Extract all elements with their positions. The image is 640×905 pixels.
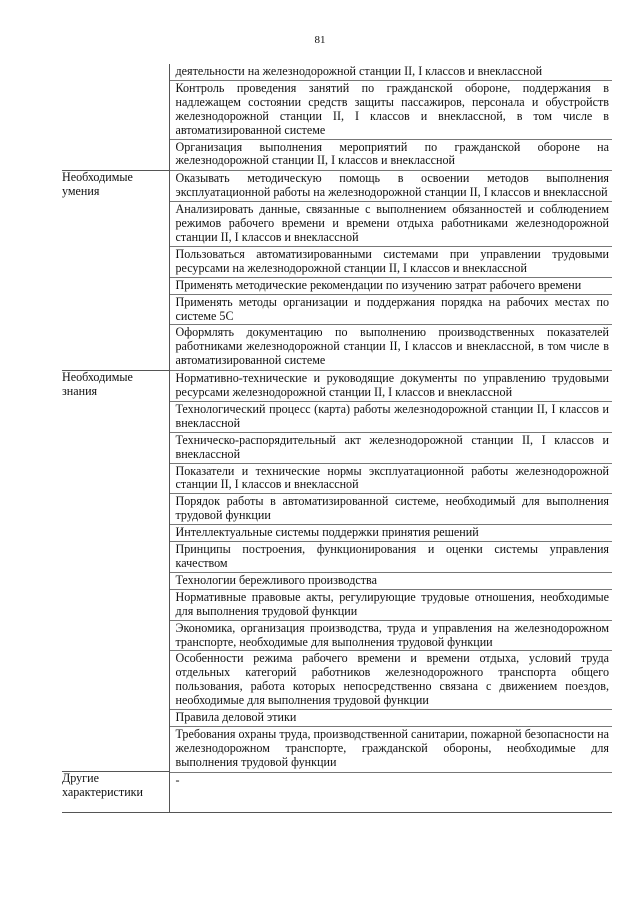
table-row — [62, 370, 612, 772]
row-label-cell — [62, 64, 169, 170]
row-label-line: Другие — [62, 771, 99, 786]
row-label-cell — [62, 170, 169, 370]
list-item: Анализировать данные, связанные с выполнением обязанностей и соблюдением режимов рабочего времени и времени отдыха работниками железнодорожной станции II, I классов и внеклассной — [170, 201, 613, 246]
row-label-line: знания — [62, 383, 98, 398]
list-item: Нормативно-технические и руководящие документы по управлению трудовыми ресурсами железнодорожной станции II, I классов и внеклассной — [170, 370, 613, 401]
list-item: Правила деловой этики — [170, 709, 613, 726]
table-row — [62, 772, 612, 813]
table-row — [62, 170, 612, 370]
row-label-line: характеристики — [62, 785, 144, 800]
page-number: 81 — [314, 34, 326, 46]
list-item: Порядок работы в автоматизированной системе, необходимый для выполнения трудовой функции — [170, 493, 613, 524]
list-item: Особенности режима рабочего времени и времени отдыха, условий труда отдельных категорий работников железнодорожного транспорта общего пользования, работа которых непосредственно связана с движением поездов, необходимые для выполнения трудовой функции — [170, 650, 613, 709]
list-item: Техническо-распорядительный акт железнодорожной станции II, I классов и внеклассной — [170, 432, 613, 463]
list-item: Применять методические рекомендации по изучению затрат рабочего времени — [170, 277, 613, 294]
list-item: деятельности на железнодорожной станции II, I классов и внеклассной — [175, 64, 543, 78]
list-item: Оказывать методическую помощь в освоении методов выполнения эксплуатационной работы на железнодорожной станции II, I классов и внеклассной — [170, 170, 613, 201]
row-label-cell — [62, 370, 169, 772]
row-items-cell — [169, 170, 612, 370]
row-items-cell — [169, 772, 612, 813]
list-item: Технологии бережливого производства — [170, 572, 613, 589]
row-items-cell — [169, 64, 612, 170]
row-label-line: Необходимые — [62, 369, 133, 384]
list-item: Требования охраны труда, производственной санитарии, пожарной безопасности на железнодорожном транспорте, гражданской обороны, необходимые для выполнения трудовой функции — [170, 726, 613, 772]
list-item: - — [170, 772, 613, 790]
list-item: Принципы построения, функционирования и оценки системы управления качеством — [170, 541, 613, 572]
requirements-table — [62, 64, 612, 813]
list-item: Нормативные правовые акты, регулирующие трудовые отношения, необходимые для выполнения трудовой функции — [170, 589, 613, 620]
table-row — [62, 64, 612, 170]
list-item: Показатели и технические нормы эксплуатационной работы железнодорожной станции II, I классов и внеклассной — [170, 463, 613, 494]
list-item: Оформлять документацию по выполнению производственных показателей работниками железнодорожной станции II, I классов и внеклассной, в том числе в автоматизированной системе — [170, 324, 613, 370]
list-item: Контроль проведения занятий по гражданской обороне, поддержания в надлежащем состоянии средств защиты пассажиров, персонала и обустройств железнодорожной станции II, I классов и внеклассной, в том числе в автоматизированной системе — [170, 80, 613, 139]
row-label-line: умения — [62, 183, 100, 198]
list-item: Применять методы организации и поддержания порядка на рабочих местах по системе 5С — [170, 294, 613, 325]
requirements-table-body — [62, 64, 612, 813]
list-item: Экономика, организация производства, труда и управления на железнодорожном транспорте, необходимые для выполнения трудовой функции — [170, 620, 613, 651]
list-item: Пользоваться автоматизированными системами при управлении трудовыми ресурсами на железнодорожной станции II, I классов и внеклассной — [170, 246, 613, 277]
list-item: Организация выполнения мероприятий по гражданской обороне на железнодорожной станции II, I классов и внеклассной — [170, 139, 613, 171]
row-items-cell — [169, 370, 612, 772]
list-item: Интеллектуальные системы поддержки принятия решений — [170, 524, 613, 541]
list-item: Технологический процесс (карта) работы железнодорожной станции II, I классов и внеклассной — [170, 401, 613, 432]
row-label-cell — [62, 772, 169, 813]
row-label-line: Необходимые — [62, 169, 133, 184]
